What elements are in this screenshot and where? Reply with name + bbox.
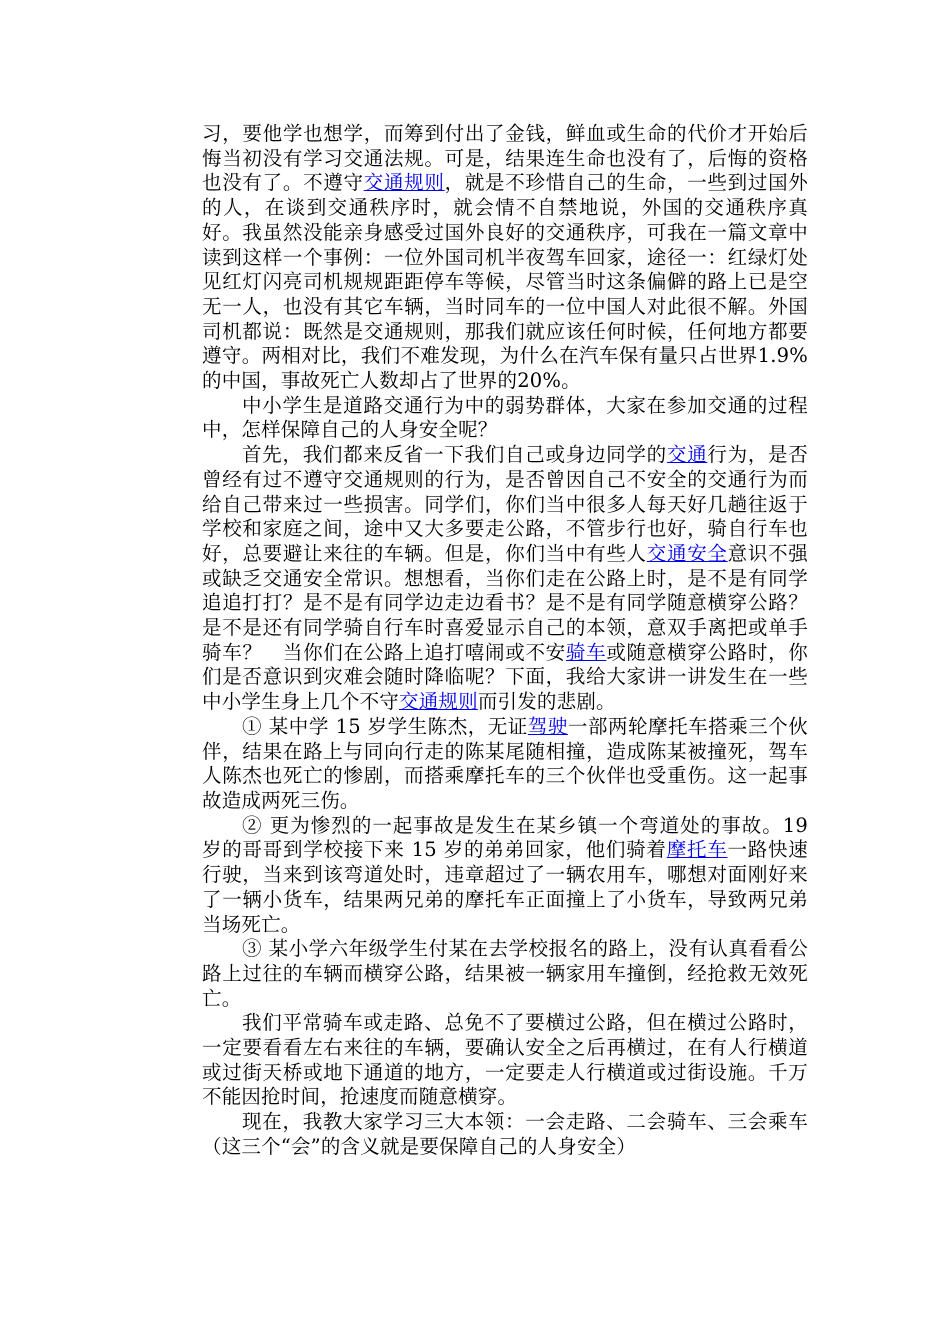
hyperlink[interactable]: 交通规则 — [363, 171, 445, 195]
paragraph — [202, 122, 808, 394]
hyperlink[interactable]: 驾驶 — [527, 714, 568, 738]
text-run: 习，要他学也想学，而筹到付出了金钱，鲜血或生命的代价才开始后悔当初没有学习交通法规。可是，结果连生命也没有了，后悔的资格也没有了。不遵守 — [202, 122, 808, 195]
paragraph — [202, 443, 808, 715]
paragraph — [202, 1110, 808, 1159]
text-run: 而引发的悲剧。 — [477, 690, 616, 714]
text-run: ，就是不珍惜自己的生命，一些到过国外的人，在谈到交通秩序时，就会情不自禁地说，外国的交通秩序真好。我虽然没能亲身感受过国外良好的交通秩序，可我在一篇文章中读到这样一个事例：一位外国司机半夜驾车回家，途径一：红绿灯处见红灯闪亮司机规规距距停车等候，尽管当时这条偏僻的路上已是空无一人，也没有其它车辆，当时同车的一位中国人对此很不解。外国司机都说：既然是交通规则，那我们就应该任何时候，任何地方都要遵守。两相对比，我们不难发现，为什么在汽车保有量只占世界1.9%的中国，事故死亡人数却占了世界的20%。 — [202, 171, 808, 393]
hyperlink[interactable]: 骑车 — [565, 640, 607, 664]
text-run: 意识不强或缺乏交通安全常识。想想看，当你们走在公路上时，是不是有同学追追打打？是不是有同学边走边看书？是不是有同学随意横穿公路？是不是还有同学骑自行车时喜爱显示自己的本领，意双手离把或单手骑车？ 当你们在公路上追打嘻闹或不安 — [202, 541, 808, 664]
paragraph — [202, 1011, 808, 1110]
text-run: ① 某中学 15 岁学生陈杰，无证 — [242, 714, 528, 738]
text-run: 中小学生是道路交通行为中的弱势群体，大家在参加交通的过程中，怎样保障自己的人身安全呢？ — [202, 393, 808, 442]
hyperlink[interactable]: 交通规则 — [399, 690, 478, 714]
text-run: 首先，我们都来反省一下我们自己或身边同学的 — [242, 443, 667, 467]
paragraph — [202, 715, 808, 814]
hyperlink[interactable]: 摩托车 — [666, 838, 728, 862]
text-run: ② 更为惨烈的一起事故是发生在某乡镇一个弯道处的事故。19 岁的哥哥到学校接下来 15 岁的弟弟回家，他们骑着 — [202, 813, 808, 862]
text-run: 行为，是否曾经有过不遵守交通规则的行为，是否曾因自己不安全的交通行为而给自己带来过一些损害。同学们，你们当中很多人每天好几趟往返于学校和家庭之间，途中又大多要走公路，不管步行也好，骑自行车也好，总要避让来往的车辆。但是，你们当中有些人 — [202, 443, 808, 565]
text-run: 我们平常骑车或走路、总免不了要横过公路，但在横过公路时，一定要看看左右来往的车辆，要确认安全之后再横过，在有人行横道或过街天桥或地下通道的地方，一定要走人行横道或过街设施。千万不能因抢时间，抢速度而随意横穿。 — [202, 1011, 808, 1109]
paragraph — [202, 814, 808, 938]
hyperlink[interactable]: 交通安全 — [646, 541, 728, 565]
paragraph — [202, 937, 808, 1011]
document-body — [202, 122, 808, 1160]
text-run: 现在，我教大家学习三大本领：一会走路、二会骑车、三会乘车（这三个“会”的含义就是要保障自己的人身安全） — [202, 1110, 808, 1158]
text-run: 一路快速行驶，当来到该弯道处时，违章超过了一辆农用车，哪想对面刚好来了一辆小货车，结果两兄弟的摩托车正面撞上了小货车，导致两兄弟当场死亡。 — [202, 838, 808, 936]
text-run: 或随意横穿公路时，你们是否意识到灾难会随时降临呢？下面，我给大家讲一讲发生在一些中小学生身上几个不守 — [202, 640, 808, 714]
paragraph — [202, 394, 808, 443]
text-run: 一部两轮摩托车搭乘三个伙伴，结果在路上与同向行走的陈某尾随相撞，造成陈某被撞死，驾车人陈杰也死亡的惨剧，而搭乘摩托车的三个伙伴也受重伤。这一起事故造成两死三伤。 — [202, 714, 809, 812]
hyperlink[interactable]: 交通 — [666, 443, 708, 467]
text-run: ③ 某小学六年级学生付某在去学校报名的路上，没有认真看看公路上过往的车辆而横穿公路，结果被一辆家用车撞倒，经抢救无效死亡。 — [202, 937, 808, 1010]
